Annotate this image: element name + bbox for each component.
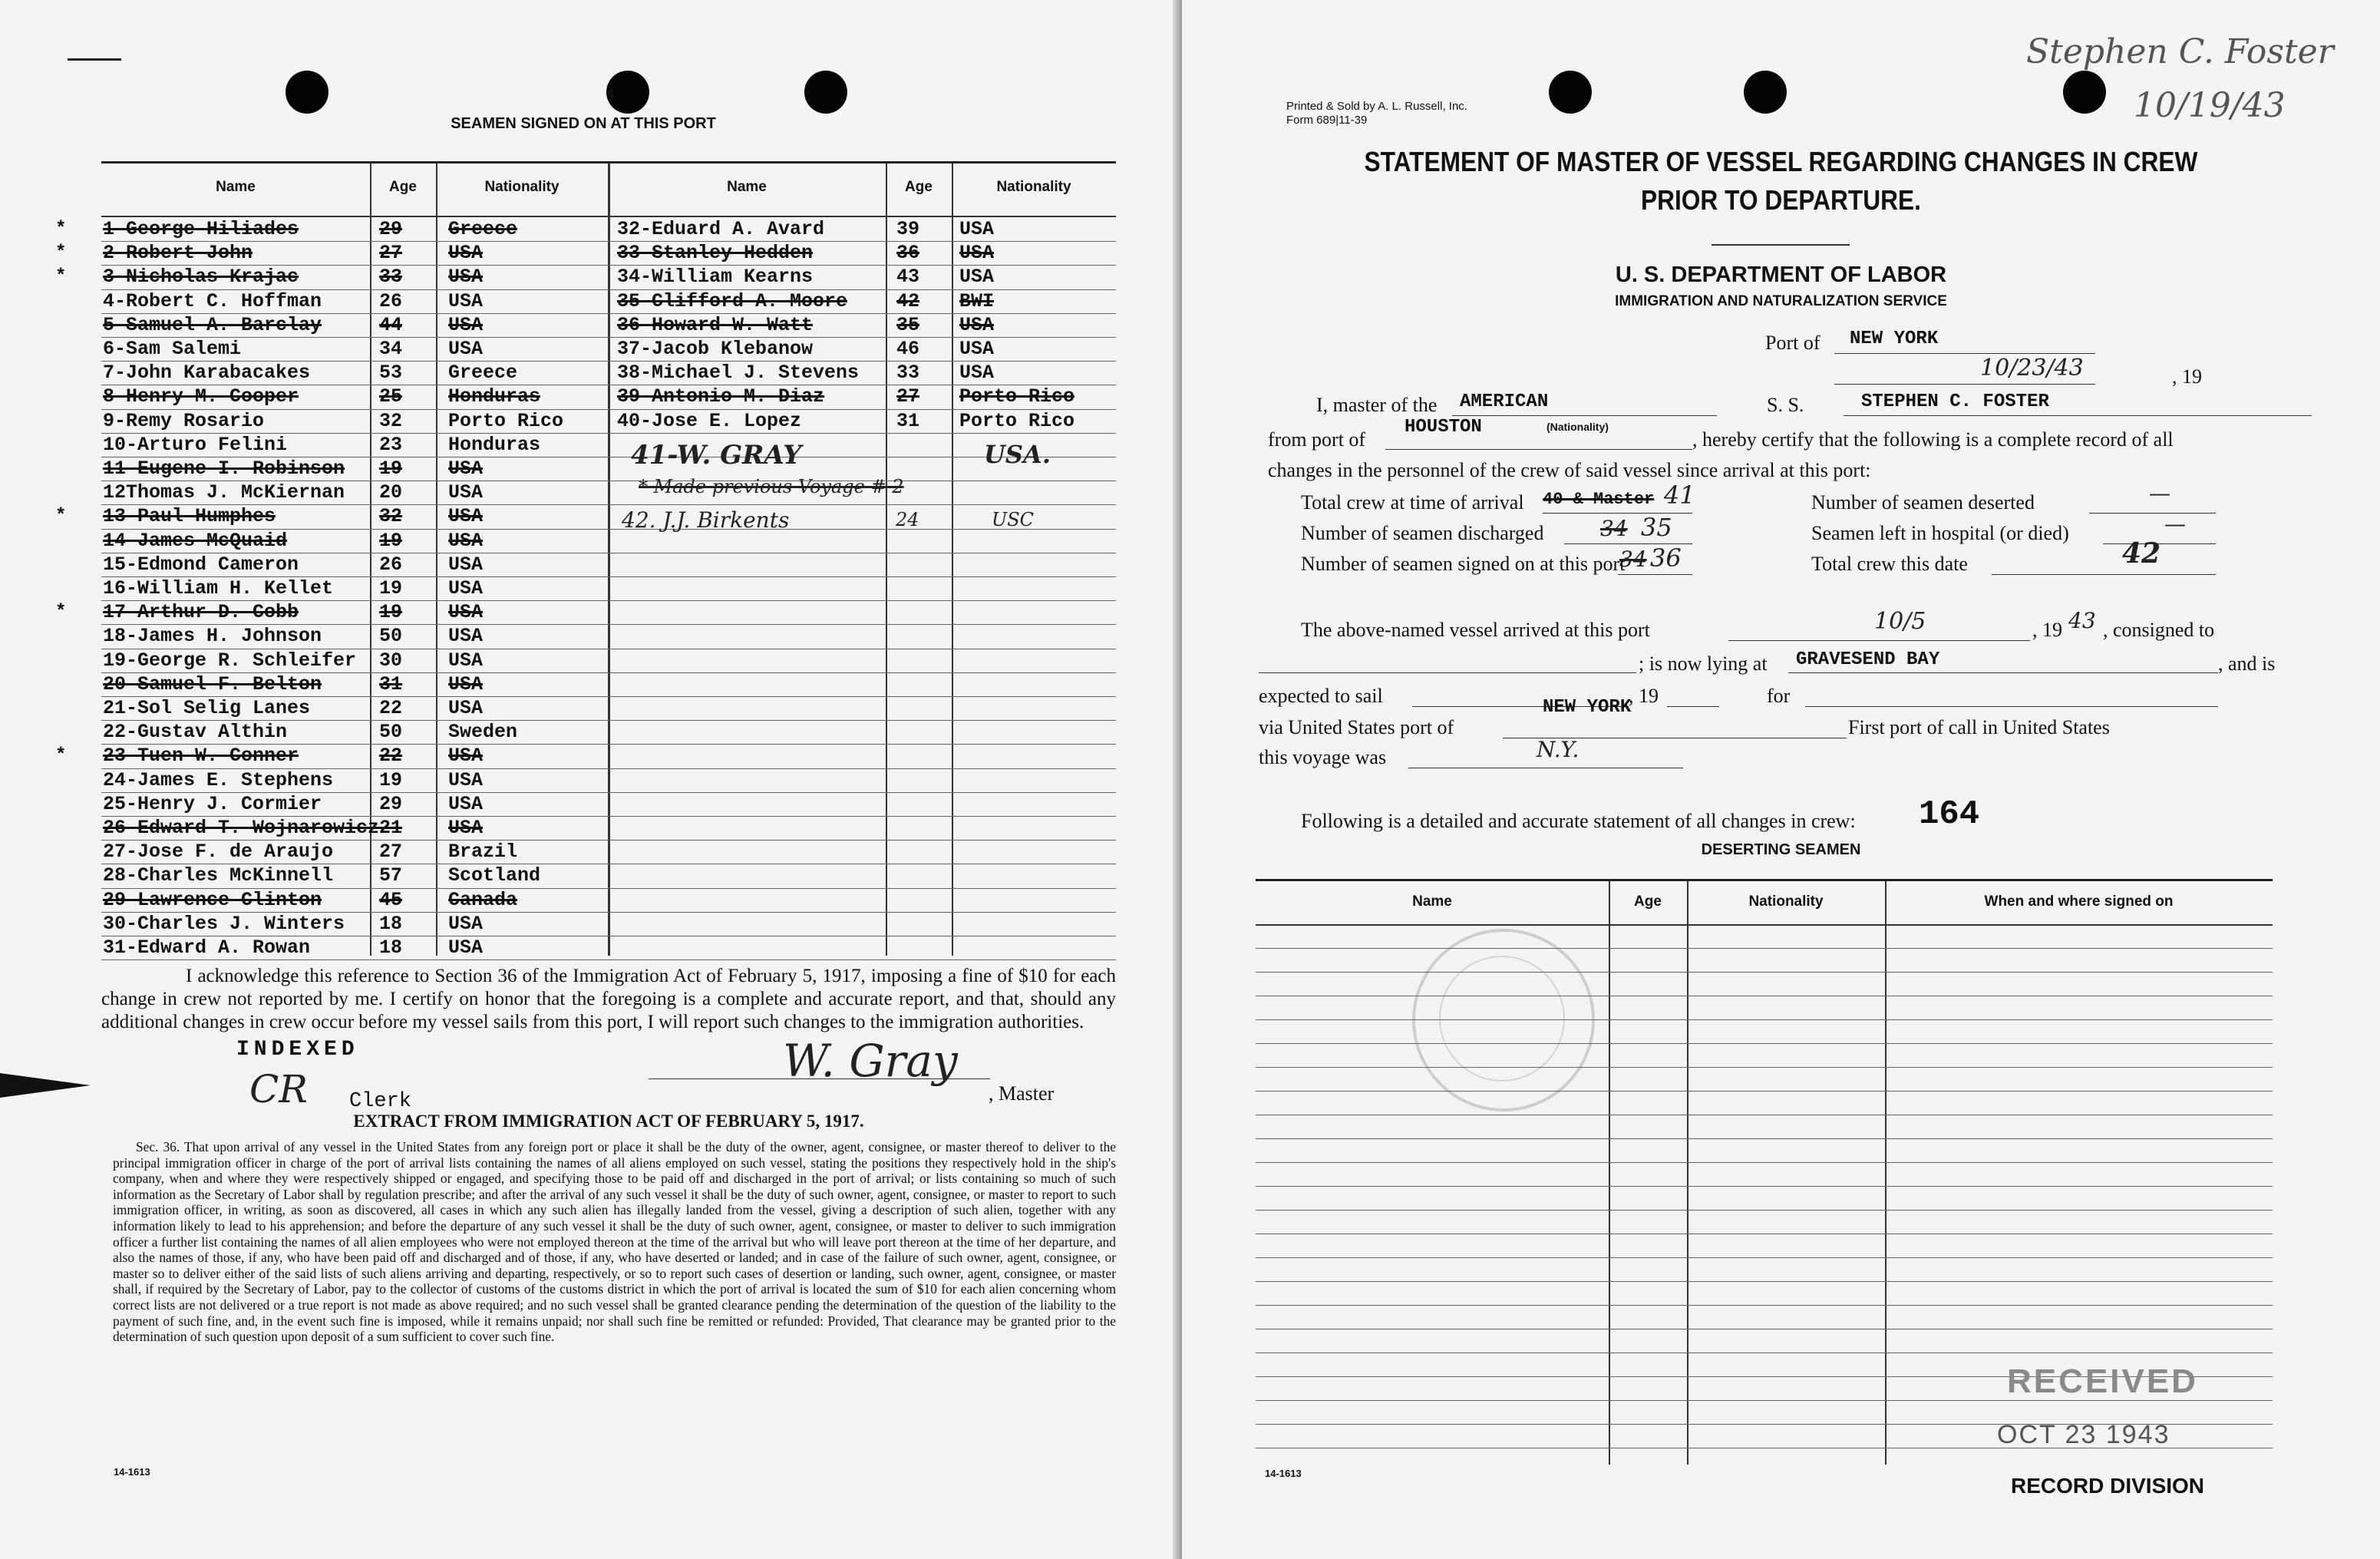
crew-age: 21 bbox=[379, 817, 403, 839]
crew-name: 38-Michael J. Stevens bbox=[617, 362, 860, 385]
department: U. S. DEPARTMENT OF LABOR bbox=[1615, 263, 1947, 287]
crew-age: 39 bbox=[896, 218, 920, 240]
crew-age: 19 bbox=[379, 457, 403, 480]
form-number-right: 14-1613 bbox=[1265, 1468, 1302, 1479]
crew-nationality: USA bbox=[448, 242, 484, 265]
crew-name: 20-Samuel F. Belton bbox=[103, 672, 322, 695]
and-is-label: , and is bbox=[2218, 652, 2276, 675]
page-number: 4 bbox=[606, 86, 615, 101]
total-arrival-label: Total crew at time of arrival bbox=[1301, 491, 1524, 514]
crew-name: 32-Eduard A. Avard bbox=[617, 218, 825, 240]
crew-age: 43 bbox=[896, 266, 920, 289]
for-label: for bbox=[1767, 685, 1791, 707]
signed-on-value: 36 bbox=[1650, 543, 1682, 573]
arrived-year-label: , 19 bbox=[2032, 619, 2062, 641]
crew-age: 35 bbox=[896, 313, 920, 336]
header-name-2: Name bbox=[727, 179, 767, 195]
total-arrival-struck: 40 & Master bbox=[1543, 490, 1655, 509]
from-port-value: HOUSTON bbox=[1405, 417, 1482, 438]
crew-age: 26 bbox=[379, 289, 403, 312]
form-title-1: STATEMENT OF MASTER OF VESSEL REGARDING CHANGES IN CREW bbox=[1364, 146, 2198, 177]
master-signature: W. Gray bbox=[783, 1035, 958, 1087]
crew-age: 25 bbox=[379, 385, 403, 408]
crew-name: 31-Edward A. Rowan bbox=[103, 936, 311, 959]
lying-label: ; is now lying at bbox=[1639, 652, 1768, 675]
crew-nationality: Canada bbox=[448, 888, 518, 911]
signed-on-label: Number of seamen signed on at this port bbox=[1301, 553, 1626, 575]
crew-name: 40-Jose E. Lopez bbox=[617, 409, 802, 432]
crew-name: 13-Paul Humphes bbox=[103, 505, 276, 528]
hand-entry-42-age: 24 bbox=[896, 509, 919, 530]
discharged-value: 35 bbox=[1641, 513, 1672, 542]
crew-name: 19-George R. Schleifer bbox=[103, 649, 357, 672]
crew-name: 34-William Kearns bbox=[617, 266, 814, 289]
crew-row bbox=[101, 409, 1116, 433]
port-of-label: Port of bbox=[1765, 332, 1820, 354]
section-36-text: Sec. 36. That upon arrival of any vessel in the United States from any foreign port or place it shall be the duty of the owner, agent, consignee, or master thereof to deliver to the principal immigration officer in charge of the port of arrival lists containing the names of all aliens employed on such vessel, stating the positions they respectively hold in the ship's company, when and where they were respectively shipped or engaged, and specifying those to be paid off and discharged in the port of arrival; or lists containing so much of such information as the Secretary of Labor shall by regulation prescribe; and after the arrival of any such vessel it shall be the duty of such owner, agent, consignee, or master to report to such immigration officer, in writing, as soon as discovered, all cases in which any such alien has illegally landed from the vessel, giving a description of such alien, together with any information likely to lead to his apprehension; and before the departure of any such vessel it shall be the duty of such owner, agent, consignee, or master to deliver to such immigration officer a further list containing the names of all alien employees who were not employed thereon at the time of the arrival but who will leave port thereon at the time of her departure, and also the names of those, if any, who have been paid off and discharged and of those, if any, who have deserted or landed; and in case of the failure of such owner, agent, consignee, or master so to deliver either of the said lists of such aliens arriving and departing, respectively, or so to report such cases of desertion or landing, such owner, agent, consignee, or master shall, if required by the Secretary of Labor, pay to the collector of customs of the customs district in which the port of arrival is located the sum of $10 for each alien concerning whom correct lists are not delivered or a true report is not made as above required; and no such vessel shall be granted clearance pending the determination of the question of the liability to the payment of such fine, and, in the event such fine is imposed, while it remains unpaid; nor shall such fine be remitted or refunded: Provided, That clearance may be granted prior to the determination of such question upon deposit of a sum sufficient to cover such fine. bbox=[113, 1139, 1116, 1345]
crew-age: 19 bbox=[379, 768, 403, 791]
expected-label: expected to sail bbox=[1259, 685, 1383, 707]
acknowledgement-text: I acknowledge this reference to Section 36 of the Immigration Act of February 5, 1917, imposing a fine of $10 for each change in crew not reported by me. I certify on honor that the foregoing is a complete and accurate report, and that, should any additional changes in crew occur before my vessel sails from this port, I will report such changes to the immigration authorities. bbox=[101, 966, 1116, 1032]
binder-hole bbox=[2063, 71, 2106, 114]
crew-nationality: USA bbox=[959, 362, 995, 385]
total-date-value: 42 bbox=[2122, 537, 2161, 570]
voyage-label: this voyage was bbox=[1259, 746, 1387, 768]
desert-header-name: Name bbox=[1412, 893, 1452, 910]
crew-row bbox=[101, 313, 1116, 337]
section-heading: SEAMEN SIGNED ON AT THIS PORT bbox=[451, 115, 716, 132]
crew-name: 21-Sol Selig Lanes bbox=[103, 697, 311, 719]
crew-age: 32 bbox=[379, 409, 403, 432]
crew-name: 15-Edmond Cameron bbox=[103, 553, 299, 576]
crew-nationality: Sweden bbox=[448, 721, 518, 744]
crew-nationality: USA bbox=[448, 553, 484, 576]
crew-nationality: USA bbox=[448, 529, 484, 552]
signature-top: Stephen C. Foster bbox=[2026, 32, 2334, 71]
count-value: 164 bbox=[1919, 795, 1980, 834]
crew-row bbox=[101, 265, 1116, 289]
ship-value: STEPHEN C. FOSTER bbox=[1861, 391, 2049, 412]
nationality-value: AMERICAN bbox=[1460, 391, 1549, 412]
crew-row bbox=[101, 624, 1116, 648]
service: IMMIGRATION AND NATURALIZATION SERVICE bbox=[1615, 293, 1947, 309]
via-value: NEW YORK bbox=[1543, 697, 1632, 718]
crew-name: 25-Henry J. Cormier bbox=[103, 792, 322, 815]
crew-age: 27 bbox=[379, 841, 403, 864]
crew-name: 1-George Hiliades bbox=[103, 218, 299, 240]
crew-row bbox=[55, 504, 1116, 528]
crew-row bbox=[101, 840, 1116, 864]
crew-age: 31 bbox=[896, 409, 920, 432]
crew-age: 29 bbox=[379, 792, 403, 815]
crew-row bbox=[101, 649, 1116, 672]
crew-nationality: BWI bbox=[959, 289, 995, 312]
master-label: , Master bbox=[989, 1082, 1055, 1105]
crew-nationality: USA bbox=[448, 457, 484, 480]
crew-name: 16-William H. Kellet bbox=[103, 577, 334, 599]
crew-nationality: USA bbox=[448, 505, 484, 528]
binder-hole bbox=[286, 71, 328, 114]
header-age-2: Age bbox=[905, 179, 933, 195]
side-arrow bbox=[0, 1073, 91, 1098]
crew-name: 6-Sam Salemi bbox=[103, 338, 242, 360]
form-number-left: 14-1613 bbox=[114, 1466, 150, 1478]
crew-age: 22 bbox=[379, 745, 403, 768]
row-mark: * bbox=[55, 219, 67, 239]
crew-row bbox=[101, 553, 1116, 576]
crew-nationality: Honduras bbox=[448, 385, 541, 408]
crew-name: 35-Clifford A. Moore bbox=[617, 289, 848, 312]
crew-age: 34 bbox=[379, 338, 403, 360]
crew-nationality: USA bbox=[448, 912, 484, 935]
crew-age: 19 bbox=[379, 529, 403, 552]
first-port-label: First port of call in United States bbox=[1848, 716, 2110, 738]
crew-nationality: USA bbox=[448, 313, 484, 336]
crew-nationality: Porto Rico bbox=[448, 409, 564, 432]
hospital-label: Seamen left in hospital (or died) bbox=[1811, 522, 2069, 544]
crew-age: 26 bbox=[379, 553, 403, 576]
crew-row bbox=[101, 720, 1116, 744]
faded-seal-stamp-inner bbox=[1439, 956, 1565, 1082]
year-label: , 19 bbox=[2172, 365, 2202, 388]
crew-nationality: USA bbox=[448, 266, 484, 289]
row-mark: * bbox=[55, 243, 67, 264]
crew-name: 27-Jose F. de Araujo bbox=[103, 841, 334, 864]
crew-name: 22-Gustav Althin bbox=[103, 721, 288, 744]
crew-name: 11-Eugene I. Robinson bbox=[103, 457, 345, 480]
crew-nationality: USA bbox=[448, 817, 484, 839]
crew-age: 33 bbox=[379, 266, 403, 289]
crew-nationality: USA bbox=[448, 745, 484, 768]
clerk-label: Clerk bbox=[349, 1090, 412, 1113]
crew-age: 36 bbox=[896, 242, 920, 265]
crew-age: 53 bbox=[379, 362, 403, 385]
crew-name: 5-Samuel A. Barclay bbox=[103, 313, 322, 336]
crew-age: 27 bbox=[379, 242, 403, 265]
hand-entry-41-nationality: USA. bbox=[984, 440, 1051, 469]
crew-name: 12Thomas J. McKiernan bbox=[103, 481, 345, 504]
desert-header-signed-on: When and where signed on bbox=[1984, 893, 2174, 910]
crew-row bbox=[101, 864, 1116, 887]
deserted-value: — bbox=[2149, 481, 2170, 506]
crew-name: 23-Tuen W. Conner bbox=[103, 745, 299, 768]
desert-header-nationality: Nationality bbox=[1748, 893, 1824, 910]
indexed-stamp: INDEXED bbox=[236, 1038, 359, 1062]
crew-name: 14-James McQuaid bbox=[103, 529, 288, 552]
header-nationality: Nationality bbox=[484, 179, 560, 195]
left-page bbox=[0, 0, 1182, 1559]
crew-nationality: USA bbox=[448, 697, 484, 719]
crew-row bbox=[101, 529, 1116, 553]
crew-name: 33-Stanley Hedden bbox=[617, 242, 814, 265]
crew-name: 3-Nicholas Krajac bbox=[103, 266, 299, 289]
crew-row bbox=[101, 792, 1116, 816]
crew-row bbox=[55, 600, 1116, 624]
crew-nationality: Scotland bbox=[448, 864, 541, 887]
crew-name: 24-James E. Stephens bbox=[103, 768, 334, 791]
expected-year-label: , 19 bbox=[1629, 685, 1659, 707]
crew-row bbox=[101, 481, 1116, 504]
crew-age: 29 bbox=[379, 218, 403, 240]
crew-row bbox=[101, 289, 1116, 313]
crew-nationality: USA bbox=[959, 266, 995, 289]
crew-name: 17-Arthur D. Cobb bbox=[103, 601, 299, 624]
port-of-value: NEW YORK bbox=[1850, 329, 1939, 349]
crew-row bbox=[101, 337, 1116, 361]
received-stamp: RECEIVED bbox=[2007, 1362, 2198, 1400]
date-value: 10/23/43 bbox=[1980, 355, 2084, 381]
crew-name: 29-Lawrence Clinton bbox=[103, 888, 322, 911]
crew-name: 18-James H. Johnson bbox=[103, 625, 322, 648]
crew-name: 37-Jacob Klebanow bbox=[617, 338, 814, 360]
crew-row bbox=[101, 457, 1116, 481]
crew-nationality: Greece bbox=[448, 362, 518, 385]
deserting-heading: DESERTING SEAMEN bbox=[1701, 841, 1861, 858]
crew-nationality: USA bbox=[448, 672, 484, 695]
arrived-year-value: 43 bbox=[2068, 608, 2096, 633]
crew-row bbox=[101, 241, 1116, 265]
struck-note: * Made previous Voyage # 2 bbox=[639, 476, 904, 497]
crew-name: 7-John Karabacakes bbox=[103, 362, 311, 385]
crew-age: 44 bbox=[379, 313, 403, 336]
crew-row bbox=[101, 217, 1116, 241]
date-top: 10/19/43 bbox=[2134, 86, 2286, 125]
header-age: Age bbox=[389, 179, 417, 195]
total-arrival-value: 41 bbox=[1664, 481, 1695, 510]
form-title-2: PRIOR TO DEPARTURE. bbox=[1640, 184, 1921, 216]
printer-line-1: Printed & Sold by A. L. Russell, Inc. bbox=[1286, 100, 1467, 113]
header-name: Name bbox=[216, 179, 256, 195]
from-port-label: from port of bbox=[1268, 428, 1366, 451]
crew-name: 28-Charles McKinnell bbox=[103, 864, 334, 887]
crew-name: 36-Howard W. Watt bbox=[617, 313, 814, 336]
clerk-initials: CR bbox=[249, 1067, 308, 1111]
crew-age: 31 bbox=[379, 672, 403, 695]
crew-row bbox=[101, 816, 1116, 840]
crew-table bbox=[55, 161, 1116, 959]
crew-age: 57 bbox=[379, 864, 403, 887]
certify-text: , hereby certify that the following is a complete record of all bbox=[1692, 428, 2174, 451]
signed-on-struck: 34 bbox=[1619, 547, 1647, 572]
crew-age: 23 bbox=[379, 433, 403, 456]
binder-hole bbox=[804, 71, 847, 114]
crew-name: 9-Remy Rosario bbox=[103, 409, 265, 432]
discharged-struck: 34 bbox=[1600, 516, 1628, 541]
lying-value: GRAVESEND BAY bbox=[1796, 649, 1940, 670]
crew-row bbox=[101, 672, 1116, 696]
crew-row bbox=[101, 696, 1116, 720]
row-mark: * bbox=[55, 745, 67, 767]
changes-text: changes in the personnel of the crew of said vessel since arrival at this port: bbox=[1268, 459, 1871, 481]
crew-nationality: USA bbox=[448, 936, 484, 959]
crew-row bbox=[101, 768, 1116, 792]
consigned-label: , consigned to bbox=[2103, 619, 2215, 641]
crew-row bbox=[101, 576, 1116, 600]
crew-nationality: Porto Rico bbox=[959, 409, 1075, 432]
crew-age: 22 bbox=[379, 697, 403, 719]
title-divider bbox=[1712, 244, 1850, 246]
crew-age: 19 bbox=[379, 601, 403, 624]
voyage-value: N.Y. bbox=[1537, 737, 1580, 762]
nationality-label: (Nationality) bbox=[1547, 421, 1609, 433]
crew-age: 19 bbox=[379, 577, 403, 599]
hand-entry-41-name: 41-W. GRAY bbox=[631, 440, 802, 471]
crew-nationality: Honduras bbox=[448, 433, 541, 456]
crew-nationality: USA bbox=[448, 481, 484, 504]
crew-nationality: Brazil bbox=[448, 841, 518, 864]
crew-name: 30-Charles J. Winters bbox=[103, 912, 345, 935]
crew-nationality: USA bbox=[448, 338, 484, 360]
crew-nationality: USA bbox=[959, 313, 995, 336]
crew-row bbox=[101, 912, 1116, 936]
crew-nationality: USA bbox=[448, 768, 484, 791]
row-mark: * bbox=[55, 506, 67, 527]
crew-age: 30 bbox=[379, 649, 403, 672]
ss-label: S. S. bbox=[1767, 394, 1804, 416]
crew-name: 39-Antonio M. Diaz bbox=[617, 385, 825, 408]
crew-age: 32 bbox=[379, 505, 403, 528]
binder-hole bbox=[1744, 71, 1787, 114]
crew-nationality: USA bbox=[448, 649, 484, 672]
crew-row bbox=[101, 936, 1116, 960]
crew-age: 42 bbox=[896, 289, 920, 312]
crew-age: 50 bbox=[379, 721, 403, 744]
edge-mark bbox=[68, 58, 121, 61]
hospital-value: — bbox=[2164, 511, 2186, 537]
crew-name: 26-Edward T. Wojnarowicz bbox=[103, 817, 380, 839]
crew-name: 2-Robert John bbox=[103, 242, 253, 265]
crew-age: 27 bbox=[896, 385, 920, 408]
deserted-label: Number of seamen deserted bbox=[1811, 491, 2035, 514]
row-mark: * bbox=[55, 266, 67, 288]
crew-row bbox=[101, 361, 1116, 385]
binder-hole bbox=[1549, 71, 1592, 114]
crew-row bbox=[55, 744, 1116, 768]
crew-row bbox=[101, 385, 1116, 408]
discharged-label: Number of seamen discharged bbox=[1301, 522, 1544, 544]
arrived-label: The above-named vessel arrived at this port bbox=[1301, 619, 1650, 641]
crew-name: 8-Henry M. Cooper bbox=[103, 385, 299, 408]
crew-nationality: Porto Rico bbox=[959, 385, 1075, 408]
crew-age: 45 bbox=[379, 888, 403, 911]
following-label: Following is a detailed and accurate statement of all changes in crew: bbox=[1301, 810, 1856, 832]
crew-row bbox=[101, 888, 1116, 912]
crew-age: 46 bbox=[896, 338, 920, 360]
row-mark: * bbox=[55, 602, 67, 623]
hand-entry-42-nationality: USC bbox=[992, 509, 1035, 530]
crew-nationality: Greece bbox=[448, 218, 518, 240]
crew-age: 18 bbox=[379, 936, 403, 959]
total-date-label: Total crew this date bbox=[1811, 553, 1968, 575]
arrived-value: 10/5 bbox=[1874, 608, 1926, 635]
printer-line-2: Form 689|11-39 bbox=[1286, 114, 1368, 127]
crew-nationality: USA bbox=[959, 242, 995, 265]
crew-nationality: USA bbox=[959, 218, 995, 240]
master-of-label: I, master of the bbox=[1316, 394, 1438, 416]
crew-nationality: USA bbox=[959, 338, 995, 360]
crew-age: 18 bbox=[379, 912, 403, 935]
crew-name: 4-Robert C. Hoffman bbox=[103, 289, 322, 312]
crew-age: 33 bbox=[896, 362, 920, 385]
crew-row bbox=[101, 433, 1116, 457]
desert-header-age: Age bbox=[1634, 893, 1662, 910]
via-label: via United States port of bbox=[1259, 716, 1454, 738]
received-date: OCT 23 1943 bbox=[1997, 1420, 2170, 1449]
extract-title: EXTRACT FROM IMMIGRATION ACT OF FEBRUARY 5, 1917. bbox=[353, 1111, 864, 1131]
crew-nationality: USA bbox=[448, 625, 484, 648]
record-division: RECORD DIVISION bbox=[2011, 1474, 2205, 1498]
crew-age: 50 bbox=[379, 625, 403, 648]
hand-entry-42-name: 42. J.J. Birkents bbox=[622, 507, 790, 533]
crew-nationality: USA bbox=[448, 601, 484, 624]
header-nationality-2: Nationality bbox=[996, 179, 1071, 195]
crew-nationality: USA bbox=[448, 289, 484, 312]
crew-nationality: USA bbox=[448, 792, 484, 815]
crew-age: 20 bbox=[379, 481, 403, 504]
crew-name: 10-Arturo Felini bbox=[103, 433, 288, 456]
crew-nationality: USA bbox=[448, 577, 484, 599]
